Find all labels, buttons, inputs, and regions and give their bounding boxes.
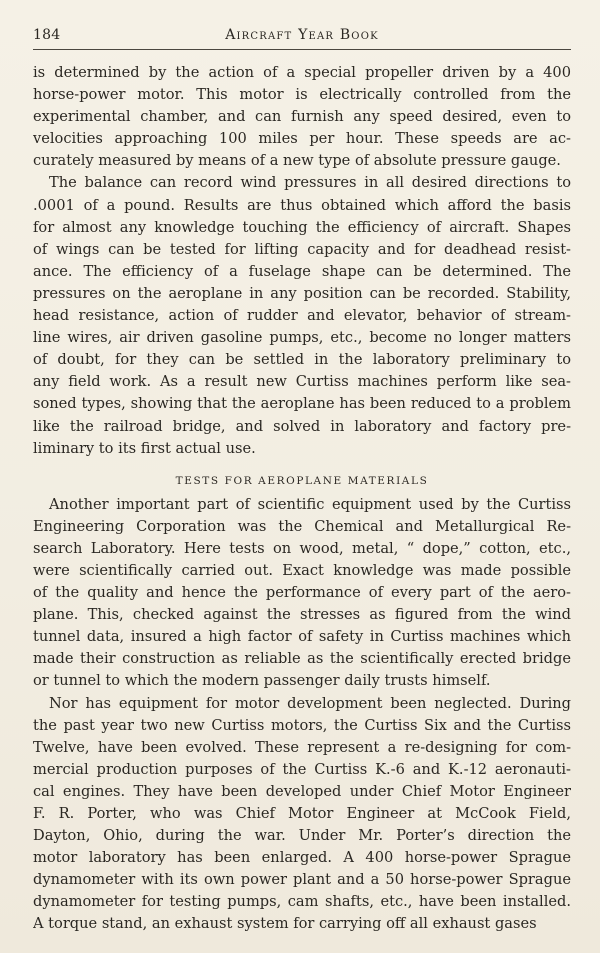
- body-text: [33, 62, 571, 936]
- text-line: search Laboratory. Here tests on wood, metal, “ dope,” cotton, etc.,: [33, 539, 571, 557]
- text-line: tunnel data, insured a high factor of safety in Curtiss machines which: [33, 628, 571, 646]
- text-line: Dayton, Ohio, during the war. Under Mr. Porter’s direction the: [33, 827, 571, 845]
- text-line: motor laboratory has been enlarged. A 400 horse-power Sprague: [33, 849, 571, 867]
- paragraphs-before: [33, 62, 571, 460]
- text-line: like the railroad bridge, and solved in laboratory and factory pre-: [33, 417, 571, 435]
- text-line: velocities approaching 100 miles per hour. These speeds are ac-: [33, 130, 571, 148]
- text-line: experimental chamber, and can furnish any speed desired, even to: [33, 108, 571, 126]
- text-line: The balance can record wind pressures in all desired directions to: [49, 174, 571, 192]
- text-line: of doubt, for they can be settled in the laboratory preliminary to: [33, 351, 571, 369]
- text-line: curately measured by means of a new type of absolute pressure gauge.: [33, 152, 561, 170]
- text-line: horse-power motor. This motor is electrically controlled from the: [33, 86, 571, 104]
- text-line: Twelve, have been evolved. These represent a re-designing for com-: [33, 738, 571, 756]
- text-line: of wings can be tested for lifting capacity and for deadhead resist-: [33, 240, 571, 258]
- paragraphs-after: [33, 494, 571, 936]
- text-line: A torque stand, an exhaust system for carrying off all exhaust gases: [33, 915, 537, 933]
- text-line: or tunnel to which the modern passenger daily trusts himself.: [33, 672, 491, 690]
- text-line: Engineering Corporation was the Chemical and Metallurgical Re-: [33, 517, 571, 535]
- text-line: dynamometer with its own power plant and a 50 horse-power Sprague: [33, 871, 571, 889]
- paragraph: [33, 693, 571, 936]
- text-line: were scientifically carried out. Exact knowledge was made possible: [33, 561, 571, 579]
- text-line: Another important part of scientific equipment used by the Curtiss: [49, 495, 571, 513]
- text-line: ance. The efficiency of a fuselage shape can be determined. The: [33, 262, 571, 280]
- text-line: F. R. Porter, who was Chief Motor Engineer at McCook Field,: [33, 805, 571, 822]
- text-line: made their construction as reliable as the scientifically erected bridge: [33, 650, 571, 668]
- text-line: is determined by the action of a special propeller driven by a 400: [33, 64, 571, 81]
- text-line: mercial production purposes of the Curtiss K.-6 and K.-12 aeronauti-: [33, 760, 571, 778]
- page-header: [33, 23, 571, 50]
- text-line: .0001 of a pound. Results are thus obtained which afford the basis: [33, 196, 571, 214]
- text-line: soned types, showing that the aeroplane has been reduced to a problem: [33, 395, 571, 413]
- text-line: cal engines. They have been developed under Chief Motor Engineer: [33, 782, 571, 800]
- text-line: head resistance, action of rudder and elevator, behavior of stream-: [33, 307, 571, 325]
- text-line: line wires, air driven gasoline pumps, etc., become no longer matters: [33, 329, 571, 347]
- running-title: Aircraft Year Book: [225, 27, 379, 43]
- text-line: Nor has equipment for motor development been neglected. During: [49, 694, 571, 712]
- paragraph: [33, 172, 571, 459]
- text-line: of the quality and hence the performance of every part of the aero-: [33, 584, 571, 602]
- text-line: for almost any knowledge touching the efficiency of aircraft. Shapes: [33, 218, 571, 236]
- text-line: any field work. As a result new Curtiss machines perform like sea-: [33, 373, 571, 391]
- page-number: 184: [33, 27, 61, 43]
- text-line: plane. This, checked against the stresses as figured from the wind: [33, 606, 571, 624]
- section-heading: TESTS FOR AEROPLANE MATERIALS: [175, 474, 429, 487]
- paragraph: [33, 62, 571, 172]
- text-line: the past year two new Curtiss motors, the Curtiss Six and the Curtiss: [33, 716, 571, 734]
- text-line: liminary to its first actual use.: [33, 439, 256, 457]
- text-line: dynamometer for testing pumps, cam shafts, etc., have been installed.: [33, 893, 571, 911]
- text-line: pressures on the aeroplane in any position can be recorded. Stability,: [33, 284, 571, 302]
- paragraph: [33, 494, 571, 693]
